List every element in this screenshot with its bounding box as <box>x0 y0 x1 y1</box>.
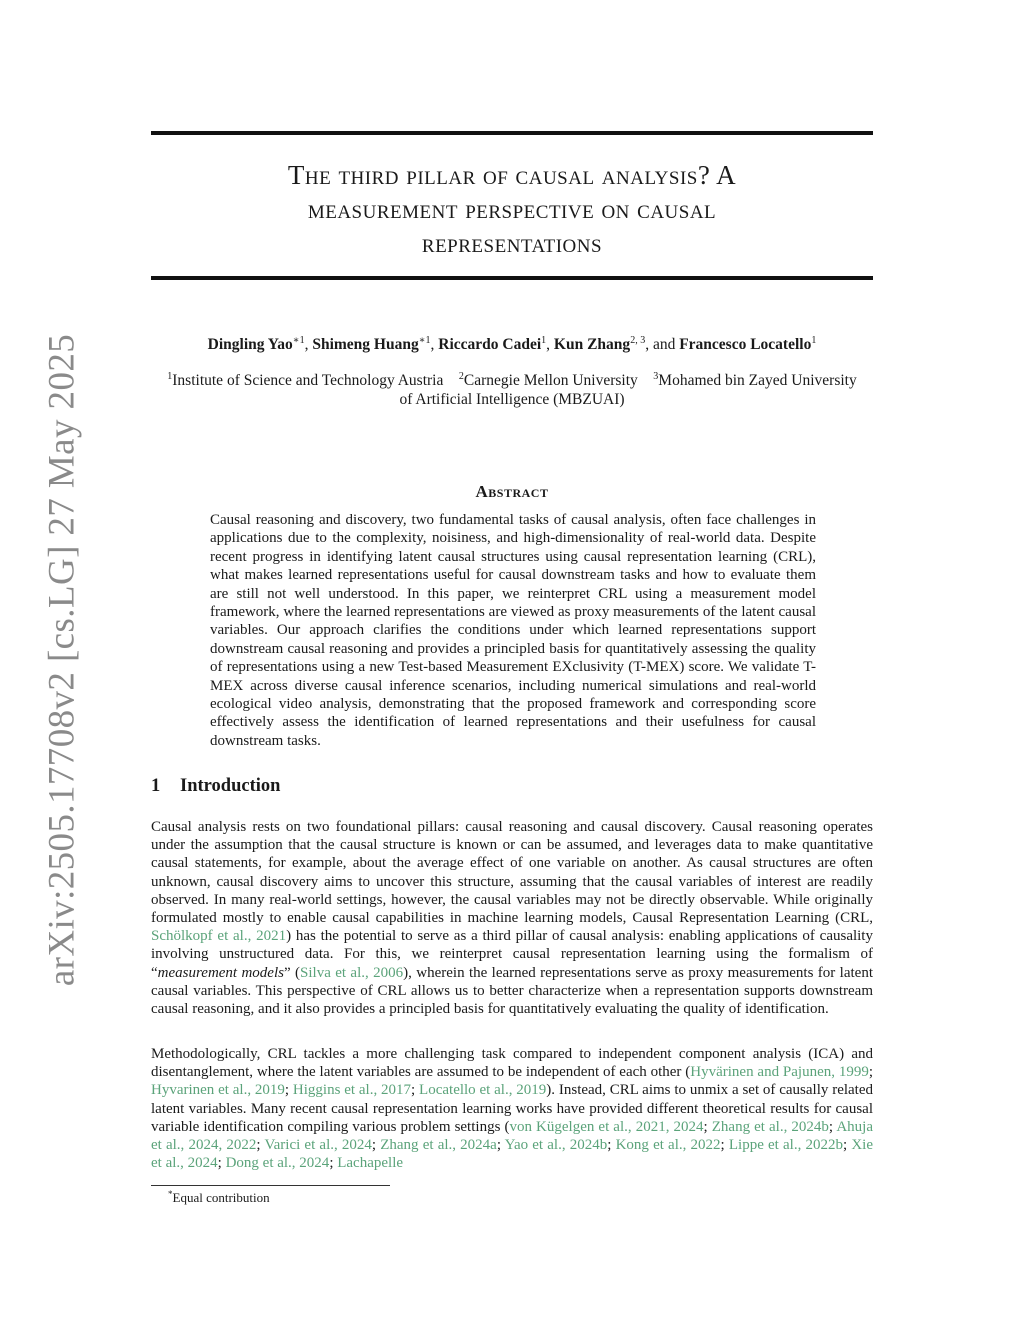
affiliation-cmu: Carnegie Mellon University <box>463 372 638 389</box>
separator: ; <box>371 1137 381 1154</box>
section-number: 1 <box>151 776 161 796</box>
author-name: Kun Zhang <box>553 336 631 353</box>
affiliation-mbzuai-cont: of Artificial Intelligence (MBZUAI) <box>399 391 625 408</box>
title-line-3: representations <box>421 228 603 258</box>
paragraph-text: Causal analysis rests on two foundational pillars: causal reasoning and causal discovery. Causal reasoning operates under the assumption that the causal structure is known or can be assumed, and leverages data to make quantitative causal statements, for example, about the average effect of one variable on another. As causal structures are often unknown, causal discovery aims to uncover this structure, assuming that the causal variables of interest are readily observed. In many real-world settings, however, the causal variables may not be directly observable. While originally formulated mostly to enable causal capabilities in machine learning models, Causal Representation Learning (CRL, <box>151 819 873 927</box>
separator: ; <box>868 1064 873 1081</box>
author-superscript: 2, 3 <box>630 335 646 346</box>
citation-link[interactable]: Hyvarinen et al., 2019 <box>151 1082 285 1099</box>
arxiv-identifier: arXiv:2505.17708v2 [cs.LG] 27 May 2025 <box>41 333 83 987</box>
affiliation-mbzuai: Mohamed bin Zayed University <box>658 372 857 389</box>
citation-link[interactable]: Lippe et al., 2022b <box>728 1137 843 1154</box>
author-superscript: ∗1 <box>292 335 305 346</box>
author-list: Dingling Yao$^{∗1}$, Shimeng Huang$^{∗1}$, Riccardo Cadei$^1$, Kun Zhang$^{2, 3}$, and Francesco Locatello$^1$ <box>207 335 817 353</box>
author-superscript: 1 <box>541 335 547 346</box>
separator: ; <box>284 1082 293 1099</box>
footnote <box>168 1190 270 1206</box>
section-heading-introduction <box>151 776 280 797</box>
paragraph-text: ). Instead, CRL aims to unmix a set of causally related latent variables. Many recent causal representation learning works have provided different theoretical results for causal variable identification compiling various problem settings ( <box>151 1082 874 1135</box>
separator: ; <box>607 1137 616 1154</box>
section-title: Introduction <box>180 776 281 796</box>
affiliation-ista: Institute of Science and Technology Austria <box>172 372 444 389</box>
citation-link[interactable]: Dong et al., 2024 <box>225 1155 330 1172</box>
paragraph-text: Methodologically, CRL tackles a more challenging task compared to independent component analysis (ICA) and disentanglement, where the latent variables are assumed to be independent of each other ( <box>151 1046 873 1081</box>
citation-link[interactable]: Hyvärinen and Pajunen, 1999 <box>690 1064 869 1081</box>
citation-link[interactable]: Kong et al., 2022 <box>615 1137 721 1154</box>
author-name: Dingling Yao <box>207 336 293 353</box>
citation-link[interactable]: Silva et al., 2006 <box>300 964 404 981</box>
citation-link[interactable]: Schölkopf et al., 2021 <box>151 928 287 945</box>
citation-link[interactable]: Zhang et al., 2024b <box>711 1118 829 1135</box>
intro-paragraph-2 <box>151 1045 873 1172</box>
footnote-mark: * <box>168 1189 173 1199</box>
citation-link[interactable]: Varici et al., 2024 <box>264 1137 372 1154</box>
paper-title <box>151 158 873 260</box>
paragraph-text: ) has the potential to serve as a third pillar of causal analysis: enabling applications of causality involving unstructured data. For this, we reinterpret causal representation learning using the formalism of “ <box>151 928 873 981</box>
author-name: Francesco Locatello <box>679 336 812 353</box>
affiliation-mark: 2 <box>458 371 464 382</box>
author-name: Shimeng Huang <box>312 336 419 353</box>
author-superscript: ∗1 <box>418 335 431 346</box>
separator: ; <box>217 1155 226 1172</box>
affiliation-mark: 1 <box>167 371 173 382</box>
paragraph-text: ” ( <box>283 964 301 981</box>
citation-link[interactable]: Lachapelle <box>337 1155 404 1172</box>
paragraph-text: ), wherein the learned representations serve as proxy measurements for latent causal variables. This perspective of CRL allows us to better characterize when a representation supports downstream causal reasoning, and it also provides a principled basis for quantitatively evaluating the quality of identification. <box>151 964 873 1018</box>
separator: ; <box>411 1082 420 1099</box>
title-line-2: measurement perspective on causal <box>307 194 717 224</box>
abstract-text: Causal reasoning and discovery, two fundamental tasks of causal analysis, often face challenges in applications due to the complexity, noisiness, and high-dimensionality of real-world data. Despite recent progress in identifying latent causal structures using causal representation learning (CRL), what makes learned representations useful for causal downstream tasks and how to evaluate them are still not well understood. In this paper, we reinterpret CRL using a measurement model framework, where the learned representations are viewed as proxy measurements of the latent causal variables. Our approach clarifies the conditions under which learned representations support downstream causal reasoning and provides a principled basis for quantitatively assessing the quality of representations using a new Test-based Measurement EXclusivity (T-MEX) score. We validate T-MEX across diverse causal inference scenarios, including numerical simulations and real-world ecological video analysis, demonstrating that the proposed framework and corresponding score effectively assess the identification of learned representations and their usefulness for causal downstream tasks. <box>210 512 816 749</box>
citation-link[interactable]: Zhang et al., 2024a <box>380 1137 497 1154</box>
separator: ; <box>329 1155 338 1172</box>
separator: ; <box>828 1118 837 1135</box>
abstract-heading: Abstract <box>475 482 549 501</box>
author-superscript: 1 <box>811 335 817 346</box>
separator: ; <box>720 1137 729 1154</box>
separator: ; <box>496 1137 505 1154</box>
separator: ; <box>256 1137 265 1154</box>
author-name: Riccardo Cadei <box>438 336 542 353</box>
footnote-text: Equal contribution <box>172 1190 270 1205</box>
citation-link[interactable]: Higgins et al., 2017 <box>292 1082 412 1099</box>
author-conjunction: , and <box>645 336 680 353</box>
affiliations <box>151 371 873 409</box>
affiliation-mark: 3 <box>653 371 659 382</box>
citation-link[interactable]: Xie et al., 2024 <box>151 1137 873 1172</box>
title-top-rule <box>151 131 873 135</box>
intro-paragraph-1 <box>151 818 873 1018</box>
citation-link[interactable]: Yao et al., 2024b <box>504 1137 608 1154</box>
citation-link[interactable]: Locatello et al., 2019 <box>419 1082 547 1099</box>
emphasis-text: measurement models <box>157 964 284 981</box>
citation-link[interactable]: von Kügelgen et al., 2021, 2024 <box>509 1118 704 1135</box>
separator: ; <box>703 1118 712 1135</box>
title-bottom-rule <box>151 276 873 280</box>
citation-link[interactable]: Ahuja et al., 2024, 2022 <box>151 1118 873 1154</box>
separator: ; <box>843 1137 852 1154</box>
title-line-1: The third pillar of causal analysis? A <box>287 160 737 190</box>
footnote-rule <box>151 1185 390 1186</box>
